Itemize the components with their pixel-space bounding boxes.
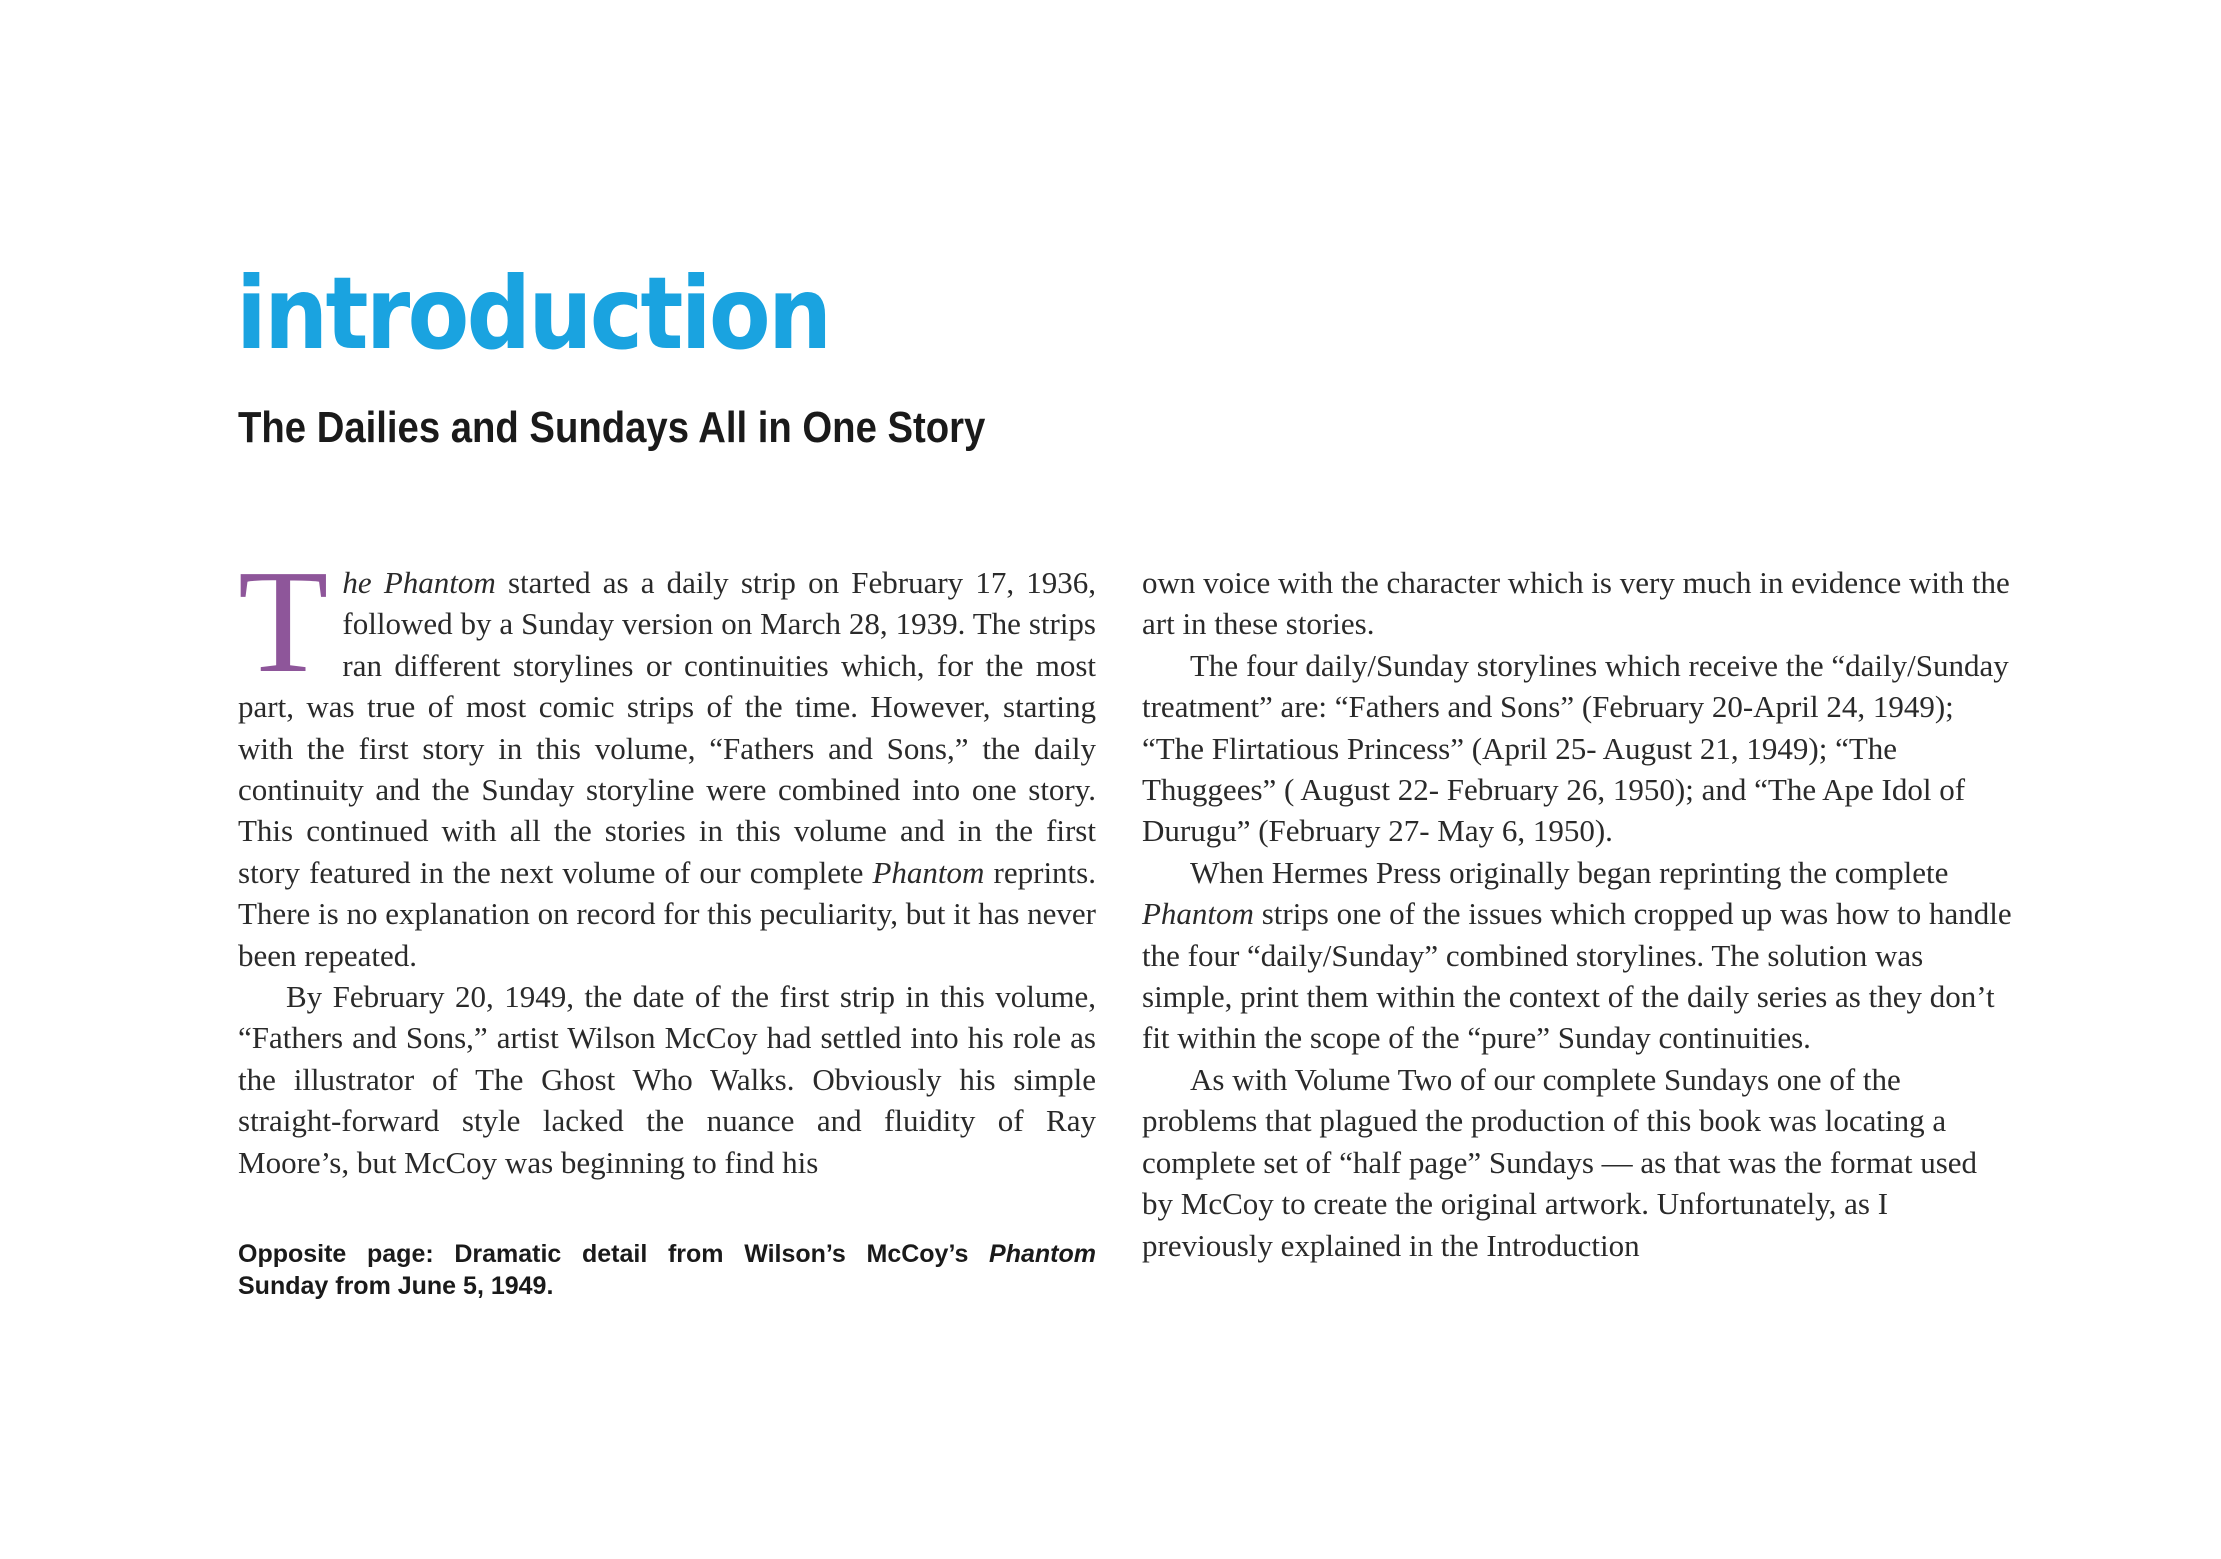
paragraph-1-lead-italic: he (342, 565, 384, 600)
image-caption (238, 1238, 1096, 1302)
paragraph-2: By February 20, 1949, the date of the first strip in this volume, “Fathers and Sons,” artist Wilson McCoy had settled into his role as the illustrator of The Ghost Who Walks. Obviously his simple straight-forward style lacked the nuance and fluidity of Ray Moore’s, but McCoy was beginning to find his (238, 979, 1096, 1180)
paragraph-1 (238, 540, 1097, 976)
paragraph-1-text-b: reprints. There is no explanation on record for this peculiarity, but it has never been repeated. (238, 854, 1096, 973)
paragraph-3: own voice with the character which is very much in evidence with the art in these stories. (1142, 565, 2010, 642)
paragraph-4: The four daily/Sunday storylines which receive the “daily/Sunday treatment” are: “Fathers and Sons” (February 20-April 24, 1949); “The Flirtatious Princess” (April 25- August 21, 1949); “The Thuggees” ( August 22- February 26, 1950); and “The Ape Idol of Durugu” (February 27- May 6, 1950). (1142, 647, 2009, 849)
caption-prefix: Opposite page: Dramatic detail from Wilson’s McCoy’s (238, 1240, 990, 1268)
caption-italic: Phantom (989, 1240, 1096, 1268)
phantom-title-italic: Phantom (872, 854, 985, 890)
paragraph-5-text-a: When Hermes Press originally began reprinting the complete (1190, 854, 1949, 890)
phantom-title-italic: Phantom (383, 565, 496, 600)
paragraph-1-text-a: started as a daily strip on February 17, 1936, followed by a Sunday version on March 28, 1939. The strips ran different storylines or continuities which, for the most part, was true of most comic strips of the time. However, starting with the first story in this volume, “Fathers and Sons,” the daily continuity and the Sunday storyline were combined into one story. This continued with all the stories in this volume and in the first story featured in the next volume of our complete (238, 565, 1097, 890)
paragraph-5 (1142, 852, 2012, 1059)
right-column (1142, 562, 2012, 1266)
phantom-title-italic: Phantom (1142, 896, 1254, 932)
left-column (238, 540, 1097, 1183)
paragraph-5-text-b: strips one of the issues which cropped up was how to handle the four “daily/Sunday” combined storylines. The solution was simple, print them within the context of the daily series as they don’t fit within the scope of the “pure” Sunday continuities. (1142, 896, 2012, 1056)
page-subtitle: The Dailies and Sundays All in One Story (238, 403, 986, 452)
drop-cap: T (238, 540, 329, 704)
paragraph-6: As with Volume Two of our complete Sundays one of the problems that plagued the production of this book was locating a complete set of “half page” Sundays — as that was the format used by McCoy to create the original artwork. Unfortunately, as I previously explained in the Introduction (1142, 1061, 1978, 1263)
page-title: introduction (236, 255, 830, 372)
caption-suffix: Sunday from June 5, 1949. (238, 1272, 554, 1300)
